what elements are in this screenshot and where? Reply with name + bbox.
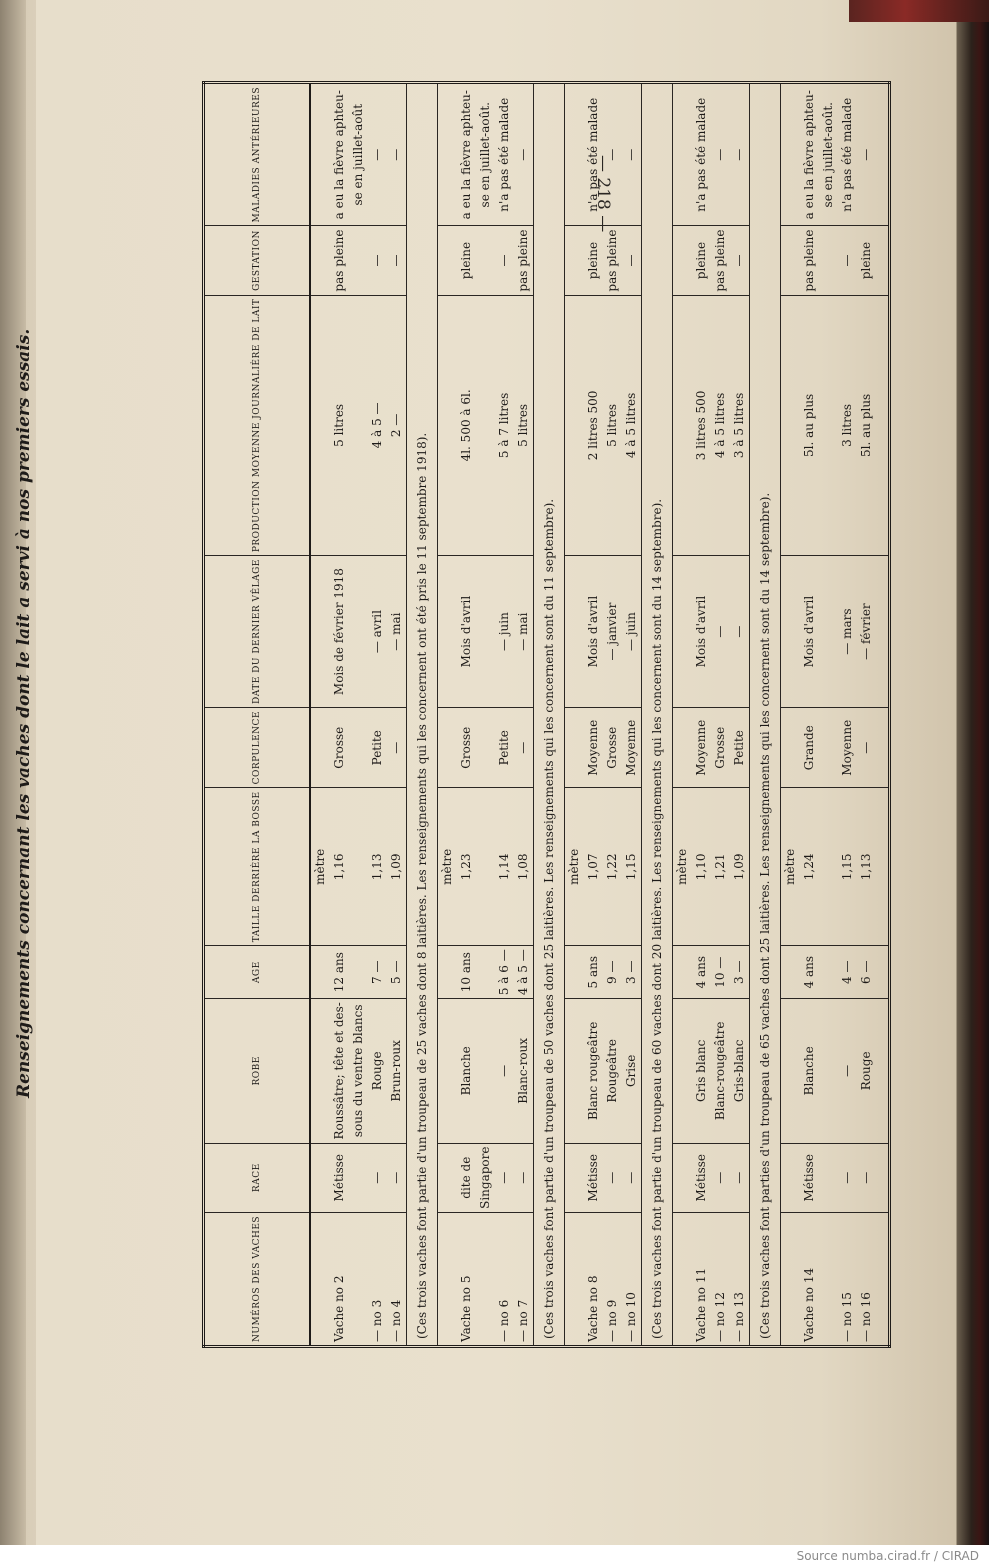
table-cell: Rouge: [368, 999, 387, 1143]
table-cell: Métisse: [584, 1143, 603, 1212]
book-cover-corner: [849, 0, 989, 22]
table-cell: 4 ans: [800, 946, 819, 999]
table-cell: [349, 226, 368, 295]
table-cell: — janvier: [603, 556, 622, 708]
table-cell: Gris blanc: [692, 999, 711, 1143]
table-cell: 1,13: [368, 788, 387, 946]
table-cell: [476, 556, 495, 708]
table-cell: — mai: [387, 556, 407, 708]
table-cell: 3 —: [730, 946, 750, 999]
table-cell: n'a pas été malade: [584, 82, 603, 226]
table-cell: — no 3: [368, 1212, 387, 1346]
table-row: [476, 82, 495, 1346]
table-cell: pleine: [692, 226, 711, 295]
table-cell: — no 7: [514, 1212, 534, 1346]
table-cell: Blanc-rougeâtre: [711, 999, 730, 1143]
table-cell: Vache no 14: [800, 1212, 819, 1346]
table-cell: —: [495, 999, 514, 1143]
table-cell: —: [838, 999, 857, 1143]
table-cell: a eu la fièvre aphteu-: [330, 82, 349, 226]
table-cell: [876, 1212, 890, 1346]
table-cell: [438, 999, 458, 1143]
table-cell: Moyenne: [622, 708, 642, 788]
table-cell: [349, 556, 368, 708]
table-cell: 4 ans: [692, 946, 711, 999]
table-cell: [476, 946, 495, 999]
table-cell: [781, 946, 801, 999]
table-cell: se en juillet-août.: [476, 82, 495, 226]
table-cell: [819, 1143, 838, 1212]
table-cell: pas pleine: [514, 226, 534, 295]
table-cell: a eu la fièvre aphteu-: [800, 82, 819, 226]
table-row: [730, 82, 750, 1346]
table-cell: [476, 295, 495, 556]
table-cell: Rouge: [857, 999, 876, 1143]
table-cell: 3 —: [622, 946, 642, 999]
table-cell: 10 ans: [457, 946, 476, 999]
table-cell: [781, 556, 801, 708]
table-cell: pas pleine: [800, 226, 819, 295]
table-cell: 5l. au plus: [857, 295, 876, 556]
table-cell: [819, 226, 838, 295]
table-cell: Métisse: [330, 1143, 349, 1212]
table-cell: — no 16: [857, 1212, 876, 1346]
column-header: DATE DU DERNIER VÊLAGE: [204, 556, 311, 708]
table-cell: [565, 1212, 585, 1346]
unit-row: [310, 82, 330, 1346]
table-row: [368, 82, 387, 1346]
table-cell: [819, 788, 838, 946]
table-cell: pas pleine: [711, 226, 730, 295]
table-cell: [310, 82, 330, 226]
column-header: TAILLE DERRIÈRE LA BOSSE: [204, 788, 311, 946]
table-cell: — no 13: [730, 1212, 750, 1346]
table-cell: Vache no 5: [457, 1212, 476, 1346]
table-cell: [673, 708, 693, 788]
table-cell: [438, 556, 458, 708]
table-cell: —: [495, 1143, 514, 1212]
table-cell: 1,10: [692, 788, 711, 946]
table-cell: 1,08: [514, 788, 534, 946]
unit-label: mètre: [438, 788, 458, 946]
table-header-row: [204, 82, 311, 1346]
table-cell: [876, 1143, 890, 1212]
table-cell: — avril: [368, 556, 387, 708]
table-cell: [565, 999, 585, 1143]
table-cell: Petite: [730, 708, 750, 788]
table-cell: [310, 1143, 330, 1212]
table-cell: [819, 556, 838, 708]
table-cell: —: [622, 82, 642, 226]
table-cell: [438, 1212, 458, 1346]
table-row: [349, 82, 368, 1346]
table-cell: —: [730, 226, 750, 295]
table-cell: 5 à 6 —: [495, 946, 514, 999]
column-header: ROBE: [204, 999, 311, 1143]
table-cell: 9 —: [603, 946, 622, 999]
table-cell: Moyenne: [584, 708, 603, 788]
unit-label: mètre: [565, 788, 585, 946]
table-cell: [310, 708, 330, 788]
table-cell: 1,07: [584, 788, 603, 946]
table-cell: Grosse: [330, 708, 349, 788]
table-cell: [349, 946, 368, 999]
table-cell: n'a pas été malade: [495, 82, 514, 226]
table-cell: — no 9: [603, 1212, 622, 1346]
table-cell: [565, 708, 585, 788]
table-cell: 5l. au plus: [800, 295, 819, 556]
table-cell: [438, 708, 458, 788]
table-cell: [476, 708, 495, 788]
table-cell: [781, 295, 801, 556]
table-cell: Blanc-roux: [514, 999, 534, 1143]
table-cell: [349, 708, 368, 788]
table-cell: [876, 946, 890, 999]
table-cell: 6 —: [857, 946, 876, 999]
table-cell: —: [711, 82, 730, 226]
table-cell: 5 litres: [330, 295, 349, 556]
table-cell: 3 litres 500: [692, 295, 711, 556]
table-cell: Grosse: [711, 708, 730, 788]
table-row: [622, 82, 642, 1346]
unit-label: mètre: [781, 788, 801, 946]
table-cell: a eu la fièvre aphteu-: [457, 82, 476, 226]
table-cell: Petite: [368, 708, 387, 788]
table-cell: —: [603, 82, 622, 226]
table-cell: —: [730, 556, 750, 708]
table-cell: [565, 82, 585, 226]
table-cell: —: [711, 1143, 730, 1212]
table-cell: [876, 708, 890, 788]
table-cell: — no 10: [622, 1212, 642, 1346]
table-cell: [673, 999, 693, 1143]
table-cell: [876, 226, 890, 295]
table-cell: — juin: [495, 556, 514, 708]
table-cell: Roussâtre; tête et des-: [330, 999, 349, 1143]
table-row: [495, 82, 514, 1346]
table-cell: [781, 708, 801, 788]
table-cell: — no 4: [387, 1212, 407, 1346]
table-cell: 4 à 5 —: [514, 946, 534, 999]
table-cell: [349, 1212, 368, 1346]
table-cell: [876, 788, 890, 946]
table-cell: —: [838, 226, 857, 295]
table-cell: —: [387, 1143, 407, 1212]
table-cell: 1,15: [622, 788, 642, 946]
table-row: [584, 82, 603, 1346]
table-cell: 10 —: [711, 946, 730, 999]
column-header: RACE: [204, 1143, 311, 1212]
table-body: [310, 82, 890, 1346]
table-cell: 4 à 5 —: [368, 295, 387, 556]
table-cell: Mois de février 1918: [330, 556, 349, 708]
table-cell: [673, 556, 693, 708]
table-cell: [876, 999, 890, 1143]
table-cell: 2 litres 500: [584, 295, 603, 556]
column-header: PRODUCTION MOYENNE JOURNALIÈRE DE LAIT: [204, 295, 311, 556]
table-subtitle: Renseignements concernant les vaches dont le lait a servi à nos premiers essais.: [14, 328, 34, 1098]
table-cell: 1,09: [730, 788, 750, 946]
unit-row: [673, 82, 693, 1346]
table-cell: [310, 226, 330, 295]
table-cell: n'a pas été malade: [838, 82, 857, 226]
table-cell: [673, 1212, 693, 1346]
table-cell: Moyenne: [692, 708, 711, 788]
table-cell: 1,22: [603, 788, 622, 946]
unit-row: [438, 82, 458, 1346]
table-row-spacer: [876, 82, 890, 1346]
table-cell: [673, 295, 693, 556]
table-cell: Métisse: [800, 1143, 819, 1212]
table-cell: [310, 556, 330, 708]
column-header: CORPULENCE: [204, 708, 311, 788]
table-cell: Vache no 8: [584, 1212, 603, 1346]
table-row: [800, 82, 819, 1346]
table-cell: [876, 295, 890, 556]
table-cell: Singapore: [476, 1143, 495, 1212]
table-cell: [819, 295, 838, 556]
group-note: (Ces trois vaches font parties d'un troupeau de 65 vaches dont 25 laitières. Les renseignements qui les concernent sont du 14 septembre).: [750, 82, 781, 1346]
cow-data-table: [202, 81, 891, 1348]
table-row: [330, 82, 349, 1346]
table-cell: [673, 946, 693, 999]
table-cell: 5 ans: [584, 946, 603, 999]
table-cell: — février: [857, 556, 876, 708]
table-cell: — no 15: [838, 1212, 857, 1346]
table-cell: [565, 295, 585, 556]
table-cell: —: [730, 82, 750, 226]
unit-row: [781, 82, 801, 1346]
table-cell: —: [514, 1143, 534, 1212]
table-cell: sous du ventre blancs: [349, 999, 368, 1143]
table-cell: —: [857, 82, 876, 226]
table-cell: [673, 226, 693, 295]
table-cell: —: [368, 82, 387, 226]
table-row: [711, 82, 730, 1346]
table-cell: [819, 946, 838, 999]
column-header: MALADIES ANTÉRIEURES: [204, 82, 311, 226]
table-cell: —: [387, 82, 407, 226]
table-cell: [565, 1143, 585, 1212]
table-cell: 12 ans: [330, 946, 349, 999]
group-note: (Ces trois vaches font partie d'un troupeau de 25 vaches dont 8 laitières. Les renseignements qui les concernent ont été pris le 11 septembre 1918).: [407, 82, 438, 1346]
table-cell: —: [730, 1143, 750, 1212]
table-cell: —: [514, 82, 534, 226]
table-cell: [876, 82, 890, 226]
unit-label: mètre: [673, 788, 693, 946]
table-cell: Petite: [495, 708, 514, 788]
table-cell: [876, 556, 890, 708]
table-cell: [310, 999, 330, 1143]
table-cell: — juin: [622, 556, 642, 708]
table-cell: dite de: [457, 1143, 476, 1212]
table-cell: —: [857, 1143, 876, 1212]
table-cell: [476, 1212, 495, 1346]
table-cell: Métisse: [692, 1143, 711, 1212]
table-cell: [673, 82, 693, 226]
table-cell: —: [857, 708, 876, 788]
table-row: [692, 82, 711, 1346]
table-cell: 4 —: [838, 946, 857, 999]
table-cell: —: [603, 1143, 622, 1212]
book-spine: [957, 0, 989, 1545]
table-cell: [819, 708, 838, 788]
table-cell: — mai: [514, 556, 534, 708]
table-row: [857, 82, 876, 1346]
page-number: — 218 —: [593, 155, 613, 233]
table-cell: Blanc rougeâtre: [584, 999, 603, 1143]
group-note: (Ces trois vaches font partie d'un troupeau de 60 vaches dont 20 laitières. Les renseignements qui les concernent sont du 14 septembre).: [642, 82, 673, 1346]
table-cell: [349, 1143, 368, 1212]
table-cell: Grosse: [457, 708, 476, 788]
table-cell: 1,14: [495, 788, 514, 946]
table-cell: Vache no 2: [330, 1212, 349, 1346]
table-cell: [565, 946, 585, 999]
table-cell: pleine: [584, 226, 603, 295]
table-cell: — mars: [838, 556, 857, 708]
table-row: [819, 82, 838, 1346]
table-cell: —: [387, 708, 407, 788]
source-footer: Source numba.cirad.fr / CIRAD: [796, 1549, 979, 1563]
table-cell: 5 à 7 litres: [495, 295, 514, 556]
table-cell: Moyenne: [838, 708, 857, 788]
table-row: [387, 82, 407, 1346]
table-cell: Mois d'avril: [457, 556, 476, 708]
table-cell: Rougeâtre: [603, 999, 622, 1143]
table-cell: [781, 82, 801, 226]
table-cell: Blanche: [800, 999, 819, 1143]
table-cell: Blanche: [457, 999, 476, 1143]
unit-row: [565, 82, 585, 1346]
group-note-row: [750, 82, 781, 1346]
group-note-row: [642, 82, 673, 1346]
table-cell: —: [838, 1143, 857, 1212]
table-cell: [438, 946, 458, 999]
table-cell: Grise: [622, 999, 642, 1143]
table-cell: [781, 226, 801, 295]
table-cell: —: [368, 226, 387, 295]
table-cell: 1,16: [330, 788, 349, 946]
table-cell: n'a pas été malade: [692, 82, 711, 226]
table-cell: pleine: [457, 226, 476, 295]
table-cell: [310, 295, 330, 556]
table-cell: [438, 82, 458, 226]
table-cell: 1,13: [857, 788, 876, 946]
table-cell: 1,09: [387, 788, 407, 946]
table-cell: 4 à 5 litres: [622, 295, 642, 556]
table-cell: [438, 1143, 458, 1212]
unit-label: mètre: [310, 788, 330, 946]
table-cell: 4l. 500 à 6l.: [457, 295, 476, 556]
table-cell: Mois d'avril: [584, 556, 603, 708]
table-cell: [819, 999, 838, 1143]
table-cell: [565, 556, 585, 708]
group-note-row: [534, 82, 565, 1346]
table-cell: pas pleine: [603, 226, 622, 295]
table-cell: 1,15: [838, 788, 857, 946]
table-cell: Grosse: [603, 708, 622, 788]
table-cell: —: [514, 708, 534, 788]
table-cell: [349, 788, 368, 946]
table-cell: [476, 788, 495, 946]
table-cell: Mois d'avril: [800, 556, 819, 708]
table-cell: 1,23: [457, 788, 476, 946]
table-cell: [349, 295, 368, 556]
table-cell: —: [387, 226, 407, 295]
table-cell: 7 —: [368, 946, 387, 999]
table-cell: [781, 1143, 801, 1212]
table-cell: [673, 1143, 693, 1212]
table-cell: [781, 999, 801, 1143]
table-cell: —: [711, 556, 730, 708]
table-cell: Grande: [800, 708, 819, 788]
table-cell: [476, 999, 495, 1143]
table-cell: [565, 226, 585, 295]
table-cell: —: [368, 1143, 387, 1212]
table-row: [514, 82, 534, 1346]
table-cell: se en juillet-août: [349, 82, 368, 226]
table-cell: 5 litres: [603, 295, 622, 556]
column-header: GESTATION: [204, 226, 311, 295]
group-note-row: [407, 82, 438, 1346]
table-cell: —: [622, 1143, 642, 1212]
table-cell: 1,24: [800, 788, 819, 946]
table-cell: [476, 226, 495, 295]
table-cell: [438, 226, 458, 295]
table-cell: 3 à 5 litres: [730, 295, 750, 556]
table-cell: pleine: [857, 226, 876, 295]
table-cell: Gris-blanc: [730, 999, 750, 1143]
group-note: (Ces trois vaches font partie d'un troupeau de 50 vaches dont 25 laitières. Les renseignements qui les concernent sont du 11 septembre).: [534, 82, 565, 1346]
table-cell: —: [622, 226, 642, 295]
table-row: [603, 82, 622, 1346]
table-row: [457, 82, 476, 1346]
table-cell: Mois d'avril: [692, 556, 711, 708]
table-cell: 5 —: [387, 946, 407, 999]
table-row: [838, 82, 857, 1346]
table-cell: — no 6: [495, 1212, 514, 1346]
table-cell: 5 litres: [514, 295, 534, 556]
column-header: NUMÉROS DES VACHES: [204, 1212, 311, 1346]
column-header: AGE: [204, 946, 311, 999]
table-cell: 1,21: [711, 788, 730, 946]
table-cell: 2 —: [387, 295, 407, 556]
table-cell: 4 à 5 litres: [711, 295, 730, 556]
table-cell: —: [495, 226, 514, 295]
table-cell: 3 litres: [838, 295, 857, 556]
table-cell: Brun-roux: [387, 999, 407, 1143]
table-cell: se en juillet-août.: [819, 82, 838, 226]
table-cell: [310, 946, 330, 999]
table-cell: pas pleine: [330, 226, 349, 295]
table-cell: [781, 1212, 801, 1346]
table-cell: — no 12: [711, 1212, 730, 1346]
table-cell: [819, 1212, 838, 1346]
table-cell: [438, 295, 458, 556]
table-cell: Vache no 11: [692, 1212, 711, 1346]
table-cell: [310, 1212, 330, 1346]
